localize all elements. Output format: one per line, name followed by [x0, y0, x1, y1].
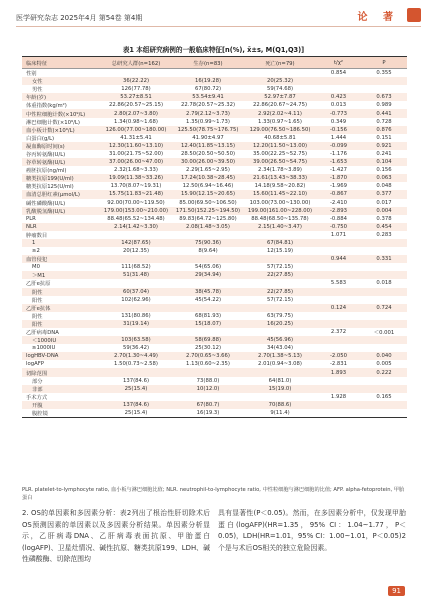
table-cell: -0.884 — [329, 215, 348, 222]
table-cell: 开腹 — [32, 402, 43, 409]
table-cell: 131(80.86) — [121, 312, 151, 319]
journal-header: 医学研究杂志 2025年4月 第54卷 第4期 — [16, 14, 143, 22]
table-cell: ＜1000IU — [32, 338, 57, 345]
table-row — [22, 199, 407, 207]
table-cell: 手术方式 — [26, 394, 48, 401]
table-cell: ＞M1 — [32, 273, 46, 280]
table-cell: 0.018 — [376, 280, 392, 287]
table-cell: 1.928 — [330, 393, 347, 400]
table-cell: 部分 — [32, 378, 43, 385]
table-cell: 0.355 — [376, 70, 392, 77]
table-cell: 淋巴细胞计数(×10⁹/L) — [26, 119, 80, 126]
table-cell: 1.35(0.99~1.73) — [186, 118, 230, 125]
table-cell: 0.013 — [330, 102, 347, 109]
table-cell: 126(77.78) — [121, 86, 151, 93]
table-cell: 15(18.07) — [194, 320, 222, 327]
table-cell: 16(19.28) — [194, 78, 222, 85]
table-cell: 0.063 — [376, 175, 392, 182]
table-cell: 59(74.68) — [266, 86, 294, 93]
table-cell: 125.50(78.75~176.75) — [177, 126, 239, 133]
table-cell: -1.653 — [329, 159, 348, 166]
table-cell: 0.728 — [376, 118, 392, 125]
table-cell: 2.14(1.42~3.30) — [114, 223, 158, 230]
table-cell: 70(88.6) — [268, 401, 292, 408]
table-cell: 0.040 — [376, 353, 392, 360]
table-cell: 2.29(1.65~2.95) — [186, 167, 230, 174]
table-cell: 0.349 — [330, 118, 347, 125]
table-cell: -0.099 — [329, 142, 348, 149]
column-header: 总研究人群(n=162) — [111, 60, 161, 67]
table-cell: 22(27.85) — [266, 288, 294, 295]
table-cell: 阴性 — [32, 313, 43, 320]
table-row — [22, 174, 407, 182]
table-cell: 癌胚抗原(ng/ml) — [26, 168, 67, 175]
table-cell: 8(9.64) — [198, 248, 218, 255]
table-cell: 2.32(1.68~3.33) — [114, 167, 158, 174]
table-cell: 73(88.0) — [196, 377, 220, 384]
table-cell: 89.83(64.72~125.80) — [179, 215, 237, 222]
table-cell: 0.724 — [376, 304, 392, 311]
table-cell: 2.70(1.38~5.13) — [258, 353, 302, 360]
table-cell: 137(84.6) — [122, 401, 150, 408]
table-cell: -0.750 — [329, 223, 348, 230]
table-cell: 39.00(26.50~54.75) — [252, 159, 308, 166]
table-cell: 17.24(10.38~28.45) — [180, 175, 236, 182]
table-cell: 糖类抗原125(U/ml) — [26, 184, 74, 191]
table-cell: 64(81.0) — [268, 377, 292, 384]
table-cell: 12.30(11.60~13.10) — [108, 142, 164, 149]
table-cell: -0.867 — [329, 191, 348, 198]
table-cell: 2.80(2.07~3.80) — [114, 110, 158, 117]
table-cell: 血管侵犯 — [26, 257, 48, 264]
table-cell: 92.00(70.00~119.50) — [107, 199, 165, 206]
table-cell: ＜0.001 — [373, 330, 395, 337]
table-cell: 20(12.35) — [122, 248, 150, 255]
table-cell: 60(37.04) — [122, 288, 150, 295]
table-cell: 5.583 — [330, 280, 347, 287]
table-cell: 0.423 — [330, 94, 347, 101]
table-cell: 15.90(12.15~20.65) — [180, 191, 236, 198]
table-cell: 肿瘤数目 — [26, 232, 48, 239]
column-header: t/χ² — [333, 59, 344, 66]
table-cell: 45(54.22) — [194, 296, 222, 303]
table-row — [22, 166, 407, 174]
table-cell: 52.97±7.87 — [264, 94, 296, 101]
table-cell: ≥1000IU — [32, 345, 56, 352]
table-cell: 19.09(11.38~33.26) — [108, 175, 164, 182]
table-cell: 0.378 — [376, 215, 392, 222]
body-paragraph-left: 2. OS的单因素和多因素分析：表2列出了根治性肝切除术后OS预测因素的单因素以及多因素分析结果。单因素分析显示，乙肝病毒DNA、乙肝病毒表面抗原、甲胎蛋白(logAFP)、卫星灶情况、碱性抗原、糖类抗原199、LDH、碱性磷酸酶、切除范围均 — [22, 509, 210, 563]
table-cell: -1.969 — [329, 183, 348, 190]
table-cell: 12.20(11.50~13.00) — [252, 142, 308, 149]
table-cell: 15.60(11.45~22.10) — [252, 191, 308, 198]
column-header: 死亡(n=79) — [265, 60, 295, 67]
table-row — [22, 215, 407, 223]
table-row — [22, 126, 407, 134]
table-row — [22, 118, 407, 126]
table-row — [22, 182, 407, 190]
table-cell: 51(31.48) — [122, 272, 150, 279]
table-cell: 0.048 — [376, 183, 392, 190]
table-cell: 乙肝e抗体 — [26, 305, 51, 312]
table-cell: 129.00(76.50~186.50) — [249, 126, 311, 133]
table-cell: 103.00(73.00~130.00) — [249, 199, 311, 206]
table-cell: logHBV-DNA — [26, 353, 59, 360]
table-cell: 22(27.85) — [266, 272, 294, 279]
table-row — [22, 312, 407, 320]
table-row — [22, 231, 407, 239]
table-row — [22, 77, 407, 85]
table-cell: 血清总胆红素(μmol/L) — [26, 192, 80, 199]
table-cell: -0.773 — [329, 110, 348, 117]
table-cell: ≥2 — [32, 248, 40, 255]
section-label: 论 著 — [357, 12, 399, 23]
table-row — [22, 360, 407, 368]
table-cell: 10(12.0) — [196, 385, 220, 392]
table-cell: 糖类抗原199(U/ml) — [26, 176, 74, 183]
table-cell: 53.27±8.51 — [120, 94, 152, 101]
table-row — [22, 101, 407, 109]
table-row — [22, 223, 407, 231]
table-cell: 12.40(11.85~13.15) — [180, 142, 236, 149]
table-cell: 21.61(13.43~38.33) — [252, 175, 308, 182]
table-cell: 58(69.88) — [194, 337, 222, 344]
table-cell: 2.08(1.48~3.05) — [186, 223, 230, 230]
table-cell: 0.854 — [330, 70, 347, 77]
table-cell: 45(56.96) — [266, 337, 294, 344]
table-cell: 25(15.4) — [124, 409, 148, 416]
table-cell: 199.00(161.00~228.00) — [247, 207, 313, 214]
table-cell: 0.151 — [376, 134, 392, 141]
table-row — [22, 190, 407, 198]
table-cell: 57(72.15) — [266, 296, 294, 303]
table-row — [22, 158, 407, 166]
table-cell: 1.34(0.98~1.68) — [114, 118, 158, 125]
table-cell: 13.70(8.07~19.31) — [110, 183, 162, 190]
table-cell: 0.165 — [376, 393, 392, 400]
table-cell: 54(65.06) — [194, 264, 222, 271]
table-cell: 142(87.65) — [121, 240, 151, 247]
table-cell: 腹腔镜 — [32, 410, 48, 417]
table-header-row — [22, 57, 407, 69]
table-cell: 0.989 — [376, 102, 392, 109]
table-cell: 谷丙转氨酶(U/L) — [26, 151, 66, 158]
table-cell: M0 — [32, 264, 40, 271]
table-cell: 126.00(77.00~180.00) — [105, 126, 167, 133]
table-cell: 67(80.72) — [194, 86, 222, 93]
table-cell: 0.104 — [376, 159, 392, 166]
table-row — [22, 352, 407, 360]
table-cell: 0.156 — [376, 167, 392, 174]
table-row — [22, 150, 407, 158]
table-row — [22, 207, 407, 215]
table-cell: 75(90.36) — [194, 240, 222, 247]
table-cell: 0.005 — [376, 361, 392, 368]
table-row — [22, 320, 407, 328]
table-cell: 谷草转氨酶(U/L) — [26, 160, 66, 167]
table-title: 表1 本组研究病例的一般临床特征[n(%), x̄±s, M(Q1,Q3)] — [122, 46, 305, 54]
table-cell: 切除范围 — [26, 370, 48, 377]
table-cell: 0.004 — [376, 207, 392, 214]
table-cell: 白蛋白(g/L) — [26, 135, 55, 142]
table-row — [22, 134, 407, 142]
table-cell: 中性粒细胞计数(×10⁹/L) — [26, 111, 86, 118]
table-row — [22, 263, 407, 271]
table-row — [22, 109, 407, 117]
table-cell: PLR — [26, 215, 36, 222]
table-cell: -2.893 — [329, 207, 348, 214]
table-cell: 2.70(1.30~4.49) — [114, 353, 158, 360]
table-row — [22, 85, 407, 93]
table-cell: 37.00(26.00~47.00) — [108, 159, 164, 166]
table-cell: 29(34.94) — [194, 272, 222, 279]
table-cell: 40.68±5.81 — [264, 134, 296, 141]
table-cell: 88.48(65.52~134.48) — [107, 215, 165, 222]
table-cell: 0.876 — [376, 126, 392, 133]
table-cell: 2.92(2.02~4.11) — [258, 110, 302, 117]
table-cell: 0.921 — [376, 142, 392, 149]
table-cell: 血小板计数(×10⁹/L) — [26, 127, 75, 134]
table-cell: 0.331 — [376, 256, 392, 263]
table-row — [22, 271, 407, 279]
column-header: P — [382, 59, 386, 66]
table-cell: 非部 — [32, 386, 43, 393]
table-row — [22, 93, 407, 101]
table-cell: 53.54±9.41 — [192, 94, 224, 101]
table-row — [22, 247, 407, 255]
table-cell: 乙肝病毒DNA — [26, 330, 59, 337]
table-row — [22, 255, 407, 263]
table-cell: 0.241 — [376, 150, 392, 157]
table-cell: 阴性 — [32, 289, 43, 296]
table-cell: 85.00(69.50~106.50) — [179, 199, 237, 206]
table-cell: 年龄(岁) — [26, 95, 47, 102]
table-cell: 20(25.32) — [266, 78, 294, 85]
table-row — [22, 328, 407, 336]
table-cell: 16(19.3) — [196, 409, 220, 416]
table-cell: 31(19.14) — [122, 320, 150, 327]
table-cell: 14.18(9.58~20.82) — [254, 183, 306, 190]
table-cell: 59(36.42) — [122, 345, 150, 352]
table-cell: 22.86(20.67~24.75) — [252, 102, 308, 109]
table-cell: 68(81.93) — [194, 312, 222, 319]
column-header: 生存(n=83) — [193, 60, 223, 67]
table-cell: 171.50(152.25~194.50) — [175, 207, 241, 214]
table-cell: 34(43.04) — [266, 345, 294, 352]
table-cell: 102(62.96) — [121, 296, 151, 303]
table-cell: -1.870 — [329, 175, 348, 182]
table-row — [22, 142, 407, 150]
table-row — [22, 393, 407, 401]
table-cell: 25(30.12) — [194, 345, 222, 352]
table-cell: -0.156 — [329, 126, 348, 133]
table-row — [22, 336, 407, 344]
table-cell: 0.673 — [376, 94, 392, 101]
table-cell: 67(84.81) — [266, 240, 294, 247]
table-row — [22, 304, 407, 312]
table-cell: 2.15(1.40~3.47) — [258, 223, 302, 230]
table-cell: -2.050 — [329, 353, 348, 360]
table-cell: 2.01(0.94~3.08) — [258, 361, 302, 368]
table-cell: 0.124 — [330, 304, 347, 311]
body-paragraph-right: 具有显著性(P＜0.05)。然而，在多因素分析中，仅发现甲胎蛋白(logAFP)(HR=1.35，95% CI：1.04~1.77，P＜0.05)，LDH(HR=1.01，95% CI：1.00~1.01，P＜0.05)2个是与术后OS相关的独立危险因素。 — [218, 509, 406, 552]
table-row — [22, 239, 407, 247]
table-cell: 1.13(0.60~2.35) — [186, 361, 230, 368]
table-row — [22, 409, 407, 417]
table-cell: 男性 — [32, 87, 43, 94]
table-row — [22, 385, 407, 393]
table-cell: 25(15.4) — [124, 385, 148, 392]
table-cell: 2.372 — [330, 329, 347, 336]
table-cell: -2.831 — [329, 361, 348, 368]
table-cell: NLR — [26, 223, 37, 230]
table-cell: 38(45.78) — [194, 288, 222, 295]
table-row — [22, 368, 407, 376]
table-cell: 67(80.7) — [196, 401, 220, 408]
table-cell: 111(68.52) — [121, 264, 151, 271]
table-cell: 16(20.25) — [266, 320, 294, 327]
table-cell: 阳性 — [32, 297, 43, 304]
table-cell: 性别 — [26, 71, 37, 78]
table-row — [22, 401, 407, 409]
table-cell: 103(63.58) — [121, 337, 151, 344]
table-cell: 0.454 — [376, 223, 392, 230]
table-cell: 30.00(26.00~39.50) — [180, 159, 236, 166]
table-body — [22, 69, 407, 417]
table-cell: 凝血酶原时间(s) — [26, 143, 65, 150]
table-cell: 12(15.19) — [266, 248, 294, 255]
table-cell: 2.70(0.65~3.66) — [186, 353, 230, 360]
table-cell: 体重指数(kg/m²) — [26, 103, 67, 110]
table-cell: 179.00(153.00~210.00) — [103, 207, 169, 214]
table-cell: 31.00(21.75~52.00) — [108, 150, 164, 157]
table-cell: 0.944 — [330, 256, 347, 263]
table-cell: 28.50(20.50~50.50) — [180, 150, 236, 157]
table-cell: 41.90±4.97 — [192, 134, 224, 141]
table-cell: 乙肝e抗原 — [26, 281, 51, 288]
column-header: 临床特征 — [26, 60, 48, 67]
table-row — [22, 288, 407, 296]
table-cell: 乳酸脱氢酶(U/L) — [26, 208, 66, 215]
table-cell: 0.377 — [376, 191, 392, 198]
table-row — [22, 344, 407, 352]
table-cell: 35.00(22.25~52.75) — [252, 150, 308, 157]
table-cell: 22.86(20.57~25.15) — [108, 102, 164, 109]
table-cell: 57(72.15) — [266, 264, 294, 271]
table-cell: 15(19.0) — [268, 385, 292, 392]
table-cell: 2.79(2.12~3.73) — [186, 110, 230, 117]
table-cell: 1.893 — [330, 369, 347, 376]
table-cell: 0.222 — [376, 369, 392, 376]
table-cell: logAFP — [26, 361, 44, 368]
table-cell: 0.017 — [376, 199, 392, 206]
table-cell: 2.34(1.78~3.89) — [258, 167, 302, 174]
table-cell: 88.48(68.50~135.78) — [251, 215, 309, 222]
table-cell: -1.427 — [329, 167, 348, 174]
table-row — [22, 377, 407, 385]
table-cell: 0.441 — [376, 110, 392, 117]
table-cell: 137(84.6) — [122, 377, 150, 384]
section-marker — [407, 8, 421, 22]
table-cell: 36(22.22) — [122, 78, 150, 85]
table-cell: 1.071 — [330, 231, 347, 238]
table-row — [22, 69, 407, 77]
table-notes: PLR. platelet-to-lymphocyte ratio, 血小板与淋巴细胞比值; NLR. neutrophil-to-lymphocyte ratio, 中性粒细胞与淋巴细胞的比值; AFP. alpha-fetoprotein, 甲胎蛋白 — [22, 487, 405, 501]
table-cell: 阳性 — [32, 321, 43, 328]
page-number: 91 — [388, 586, 405, 596]
table-cell: 15.75(11.83~21.48) — [108, 191, 164, 198]
table-cell: 1.50(0.73~2.58) — [114, 361, 158, 368]
table-cell: 碱性磷酸酶(U/L) — [26, 200, 66, 207]
header-divider — [16, 26, 421, 27]
table-cell: 63(79.75) — [266, 312, 294, 319]
table-cell: 22.78(20.57~25.32) — [180, 102, 236, 109]
page-header — [0, 0, 427, 30]
table-row — [22, 279, 407, 287]
table-cell: 9(11.4) — [270, 409, 290, 416]
table-cell: 1.33(0.97~1.65) — [258, 118, 302, 125]
table-cell: 41.31±5.41 — [120, 134, 152, 141]
table-cell: 1.444 — [330, 134, 347, 141]
table-cell: 1 — [32, 240, 36, 247]
table-row — [22, 296, 407, 304]
table-cell: -1.176 — [329, 150, 348, 157]
table-cell: 12.50(6.94~16.46) — [182, 183, 234, 190]
table-cell: -2.410 — [329, 199, 348, 206]
table-cell: 0.283 — [376, 231, 392, 238]
table-cell: 女性 — [32, 79, 43, 86]
clinical-characteristics-table — [22, 56, 407, 418]
